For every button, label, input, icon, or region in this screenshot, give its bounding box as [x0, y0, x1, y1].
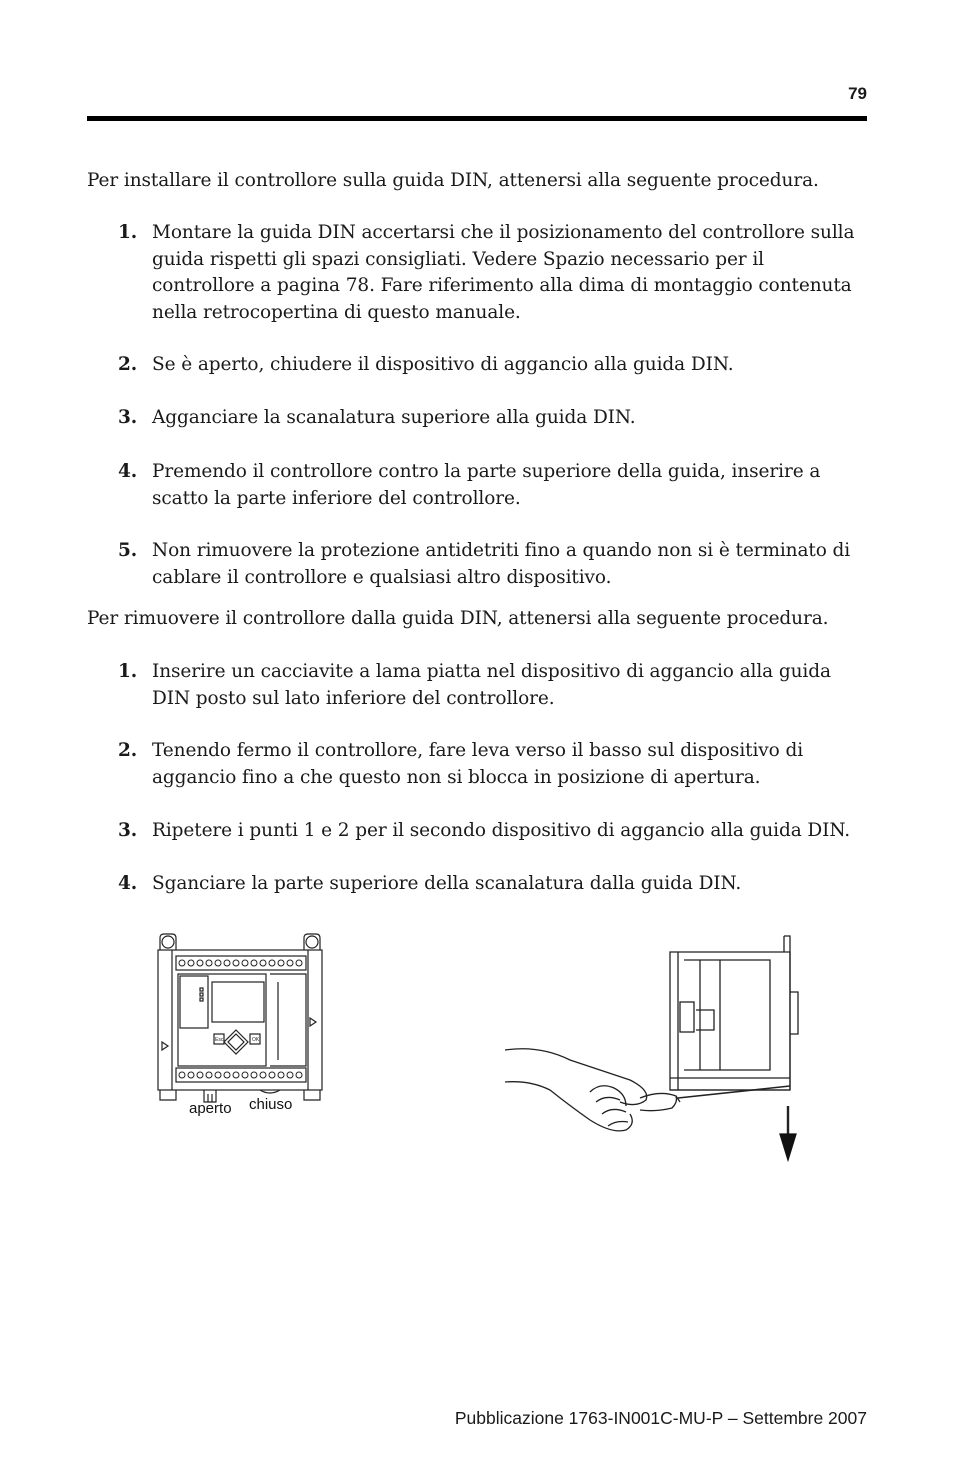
step-number: 5.: [118, 540, 138, 561]
step-number: 3.: [118, 407, 138, 428]
publication-footer: Pubblicazione 1763-IN001C-MU-P – Settembre 2007: [454, 1408, 867, 1428]
step-text: Inserire un cacciavite a lama piatta nel dispositivo di aggancio alla guida DIN posto sul lato inferiore del controllore.: [152, 661, 831, 709]
ok-key-label: OK: [252, 1037, 260, 1043]
step-text: Ripetere i punti 1 e 2 per il secondo dispositivo di aggancio alla guida DIN.: [152, 820, 851, 841]
step-number: 1.: [118, 661, 138, 682]
install-intro: Per installare il controllore sulla guida DIN, attenersi alla seguente procedura.: [87, 170, 819, 191]
remove-intro: Per rimuovere il controllore dalla guida DIN, attenersi alla seguente procedura.: [87, 608, 829, 629]
esc-key-label: Esc: [215, 1037, 224, 1043]
label-open: aperto: [189, 1100, 232, 1117]
page-number: 79: [848, 84, 867, 103]
step-number: 3.: [118, 820, 138, 841]
step-number: 4.: [118, 873, 138, 894]
step-text: Tenendo fermo il controllore, fare leva verso il basso sul dispositivo di aggancio fino a che questo non si blocca in posizione di apertura.: [152, 740, 804, 788]
step-number: 2.: [118, 740, 138, 761]
header-rule: [87, 116, 867, 121]
label-closed: chiuso: [249, 1096, 293, 1113]
step-number: 1.: [118, 222, 138, 243]
step-number: 2.: [118, 354, 138, 375]
step-text: Premendo il controllore contro la parte superiore della guida, inserire a scatto la parte inferiore del controllore.: [152, 461, 821, 509]
step-text: Se è aperto, chiudere il dispositivo di aggancio alla guida DIN.: [152, 354, 734, 375]
step-text: Montare la guida DIN accertarsi che il posizionamento del controllore sulla guida rispetti gli spazi consigliati. Vedere Spazio necessario per il controllore a pagina 78. Fare riferimento alla dima di montaggio contenuta nella retrocopertina di questo manuale.: [152, 222, 855, 323]
din-rail-removal-illustration: [500, 930, 810, 1165]
step-text: Sganciare la parte superiore della scanalatura dalla guida DIN.: [152, 873, 742, 894]
controller-front-illustration: [150, 930, 330, 1105]
step-text: Agganciare la scanalatura superiore alla guida DIN.: [152, 407, 636, 428]
step-text: Non rimuovere la protezione antidetriti fino a quando non si è terminato di cablare il controllore e qualsiasi altro dispositivo.: [152, 540, 851, 588]
step-number: 4.: [118, 461, 138, 482]
